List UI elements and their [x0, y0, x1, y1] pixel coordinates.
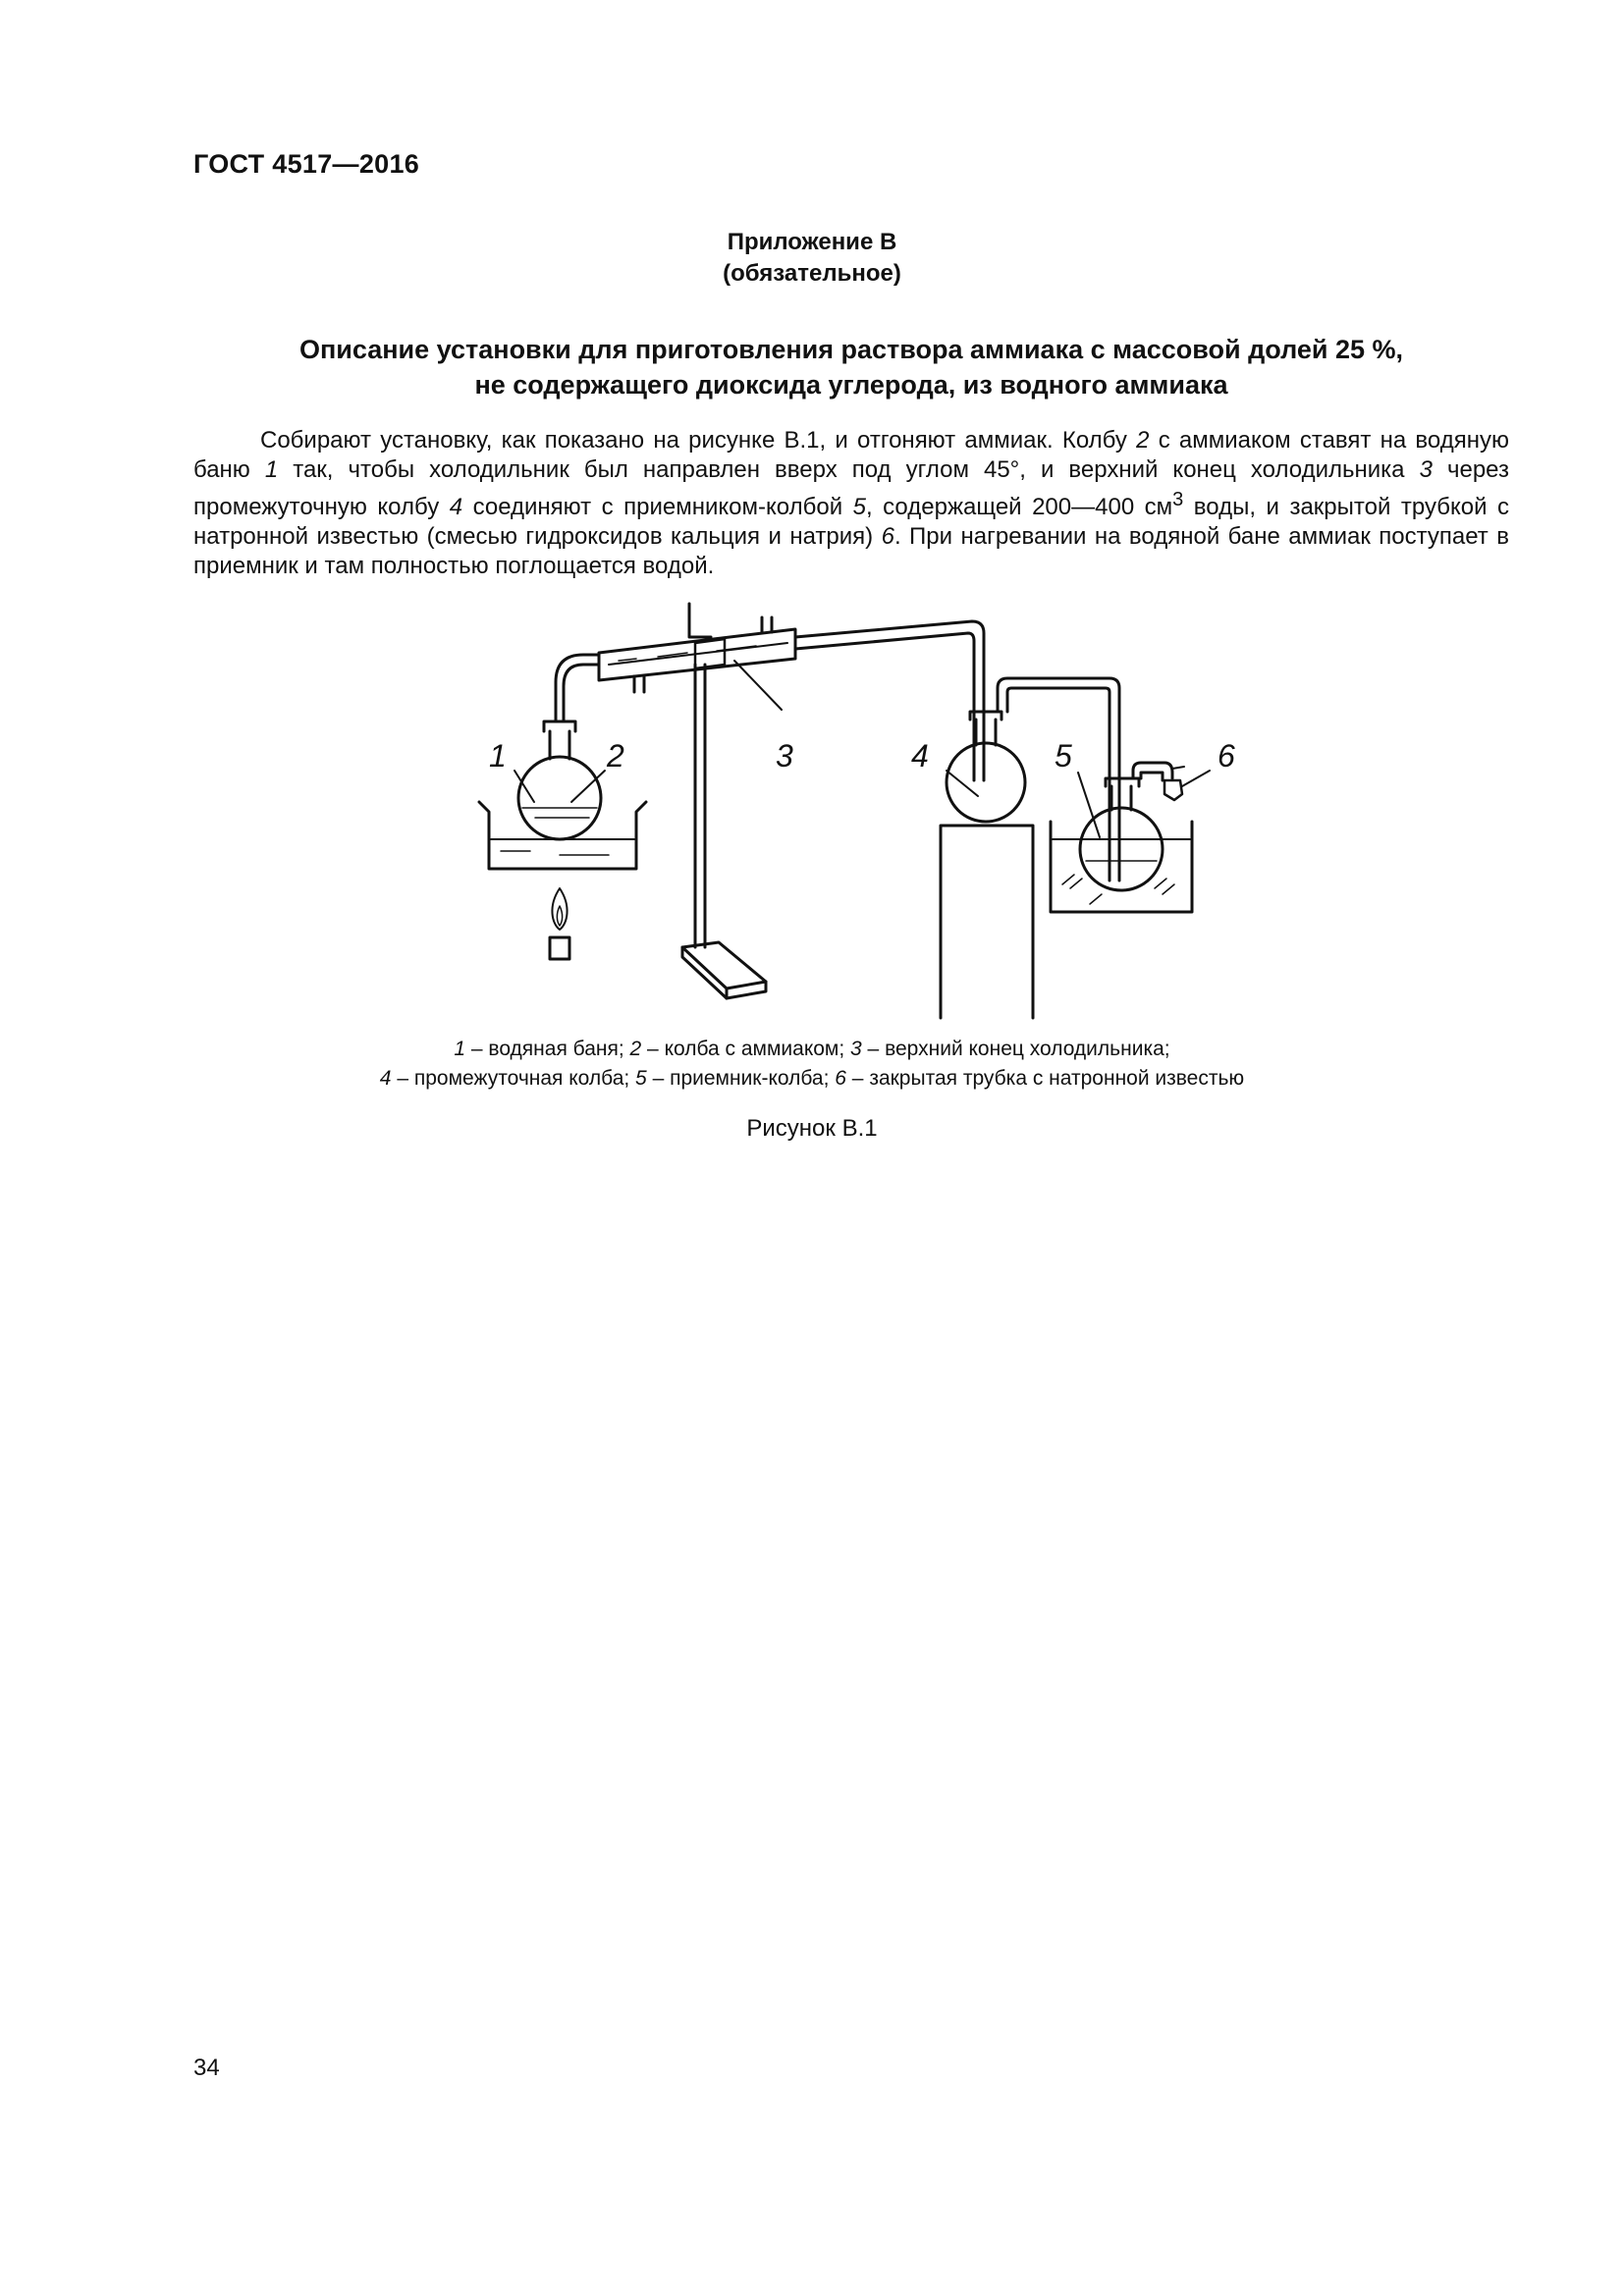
section-title [193, 332, 1509, 402]
para-ref: 5 [852, 494, 866, 520]
para-text: с аммиаком ставят на водяную баню [193, 427, 1509, 483]
figure-label: 6 [1218, 738, 1235, 774]
figure-label: 4 [911, 738, 929, 774]
burner [550, 888, 569, 959]
figure-label: 5 [1055, 738, 1072, 774]
caption-text: – приемник-колба; [646, 1067, 836, 1090]
appendix-status: (обязательное) [723, 260, 901, 287]
caption-num: 3 [850, 1038, 862, 1060]
body-paragraph [193, 426, 1509, 581]
para-text: Собирают установку, как показано на рисунке В.1, и отгоняют аммиак. Колбу [260, 427, 1137, 454]
receiver-bath [1051, 822, 1192, 912]
caption-num: 2 [629, 1038, 642, 1060]
superscript: 3 [1172, 489, 1184, 510]
flask-ammonia [518, 721, 601, 839]
caption-num: 5 [635, 1067, 647, 1090]
caption-line-2 [0, 1064, 1624, 1094]
para-text: через промежуточную колбу [193, 456, 1509, 520]
receiver-flask [1080, 778, 1163, 890]
soda-lime-tube [1133, 763, 1172, 778]
intermediate-flask [947, 712, 1025, 822]
caption-text: – закрытая трубка с натронной известью [845, 1067, 1245, 1090]
caption-num: 4 [379, 1067, 392, 1090]
para-ref: 2 [1136, 427, 1150, 454]
para-text: . При нагревании на водяной бане аммиак поступает в приемник и там полностью поглощается водой. [193, 523, 1509, 579]
para-ref: 3 [1419, 456, 1433, 483]
caption-num: 6 [835, 1067, 846, 1090]
appendix-title: Приложение В [727, 229, 897, 255]
figure-label: 3 [776, 738, 793, 774]
figure-caption [0, 1035, 1624, 1094]
para-text: , содержащей 200—400 см [865, 494, 1173, 520]
page-number: 34 [193, 2055, 220, 2081]
flask-4-stand [941, 826, 1033, 1018]
caption-text: – верхний конец холодильника; [861, 1038, 1170, 1060]
apparatus-figure [461, 594, 1276, 1026]
figure-label: 2 [607, 738, 624, 774]
appendix-heading [0, 227, 1624, 290]
caption-text: – промежуточная колба; [391, 1067, 636, 1090]
caption-num: 1 [454, 1038, 466, 1060]
figure-label: 1 [489, 738, 507, 774]
caption-text: – водяная баня; [465, 1038, 630, 1060]
para-ref: 1 [264, 456, 279, 483]
condenser [599, 617, 795, 692]
figure-title: Рисунок В.1 [746, 1115, 878, 1142]
para-text: так, чтобы холодильник был направлен вверх под углом 45°, и верхний конец холодильника [278, 456, 1420, 483]
tube-flask-4-to-flask-5 [998, 678, 1119, 881]
caption-line-1 [0, 1035, 1624, 1064]
water-bath [479, 802, 646, 869]
section-title-line-1: Описание установки для приготовления раствора аммиака с массовой долей 25 %, [298, 335, 1404, 364]
para-ref: 6 [881, 523, 894, 550]
para-text: соединяют с приемником-колбой [462, 494, 853, 520]
section-title-line-2: не содержащего диоксида углерода, из водного аммиака [474, 370, 1228, 400]
para-ref: 4 [449, 494, 463, 520]
document-code: ГОСТ 4517—2016 [193, 149, 420, 179]
para-text: воды, и закрытой трубкой с натронной известью (смесью гидроксидов кальция и натрия) [193, 494, 1509, 550]
caption-text: – колба с аммиаком; [641, 1038, 851, 1060]
